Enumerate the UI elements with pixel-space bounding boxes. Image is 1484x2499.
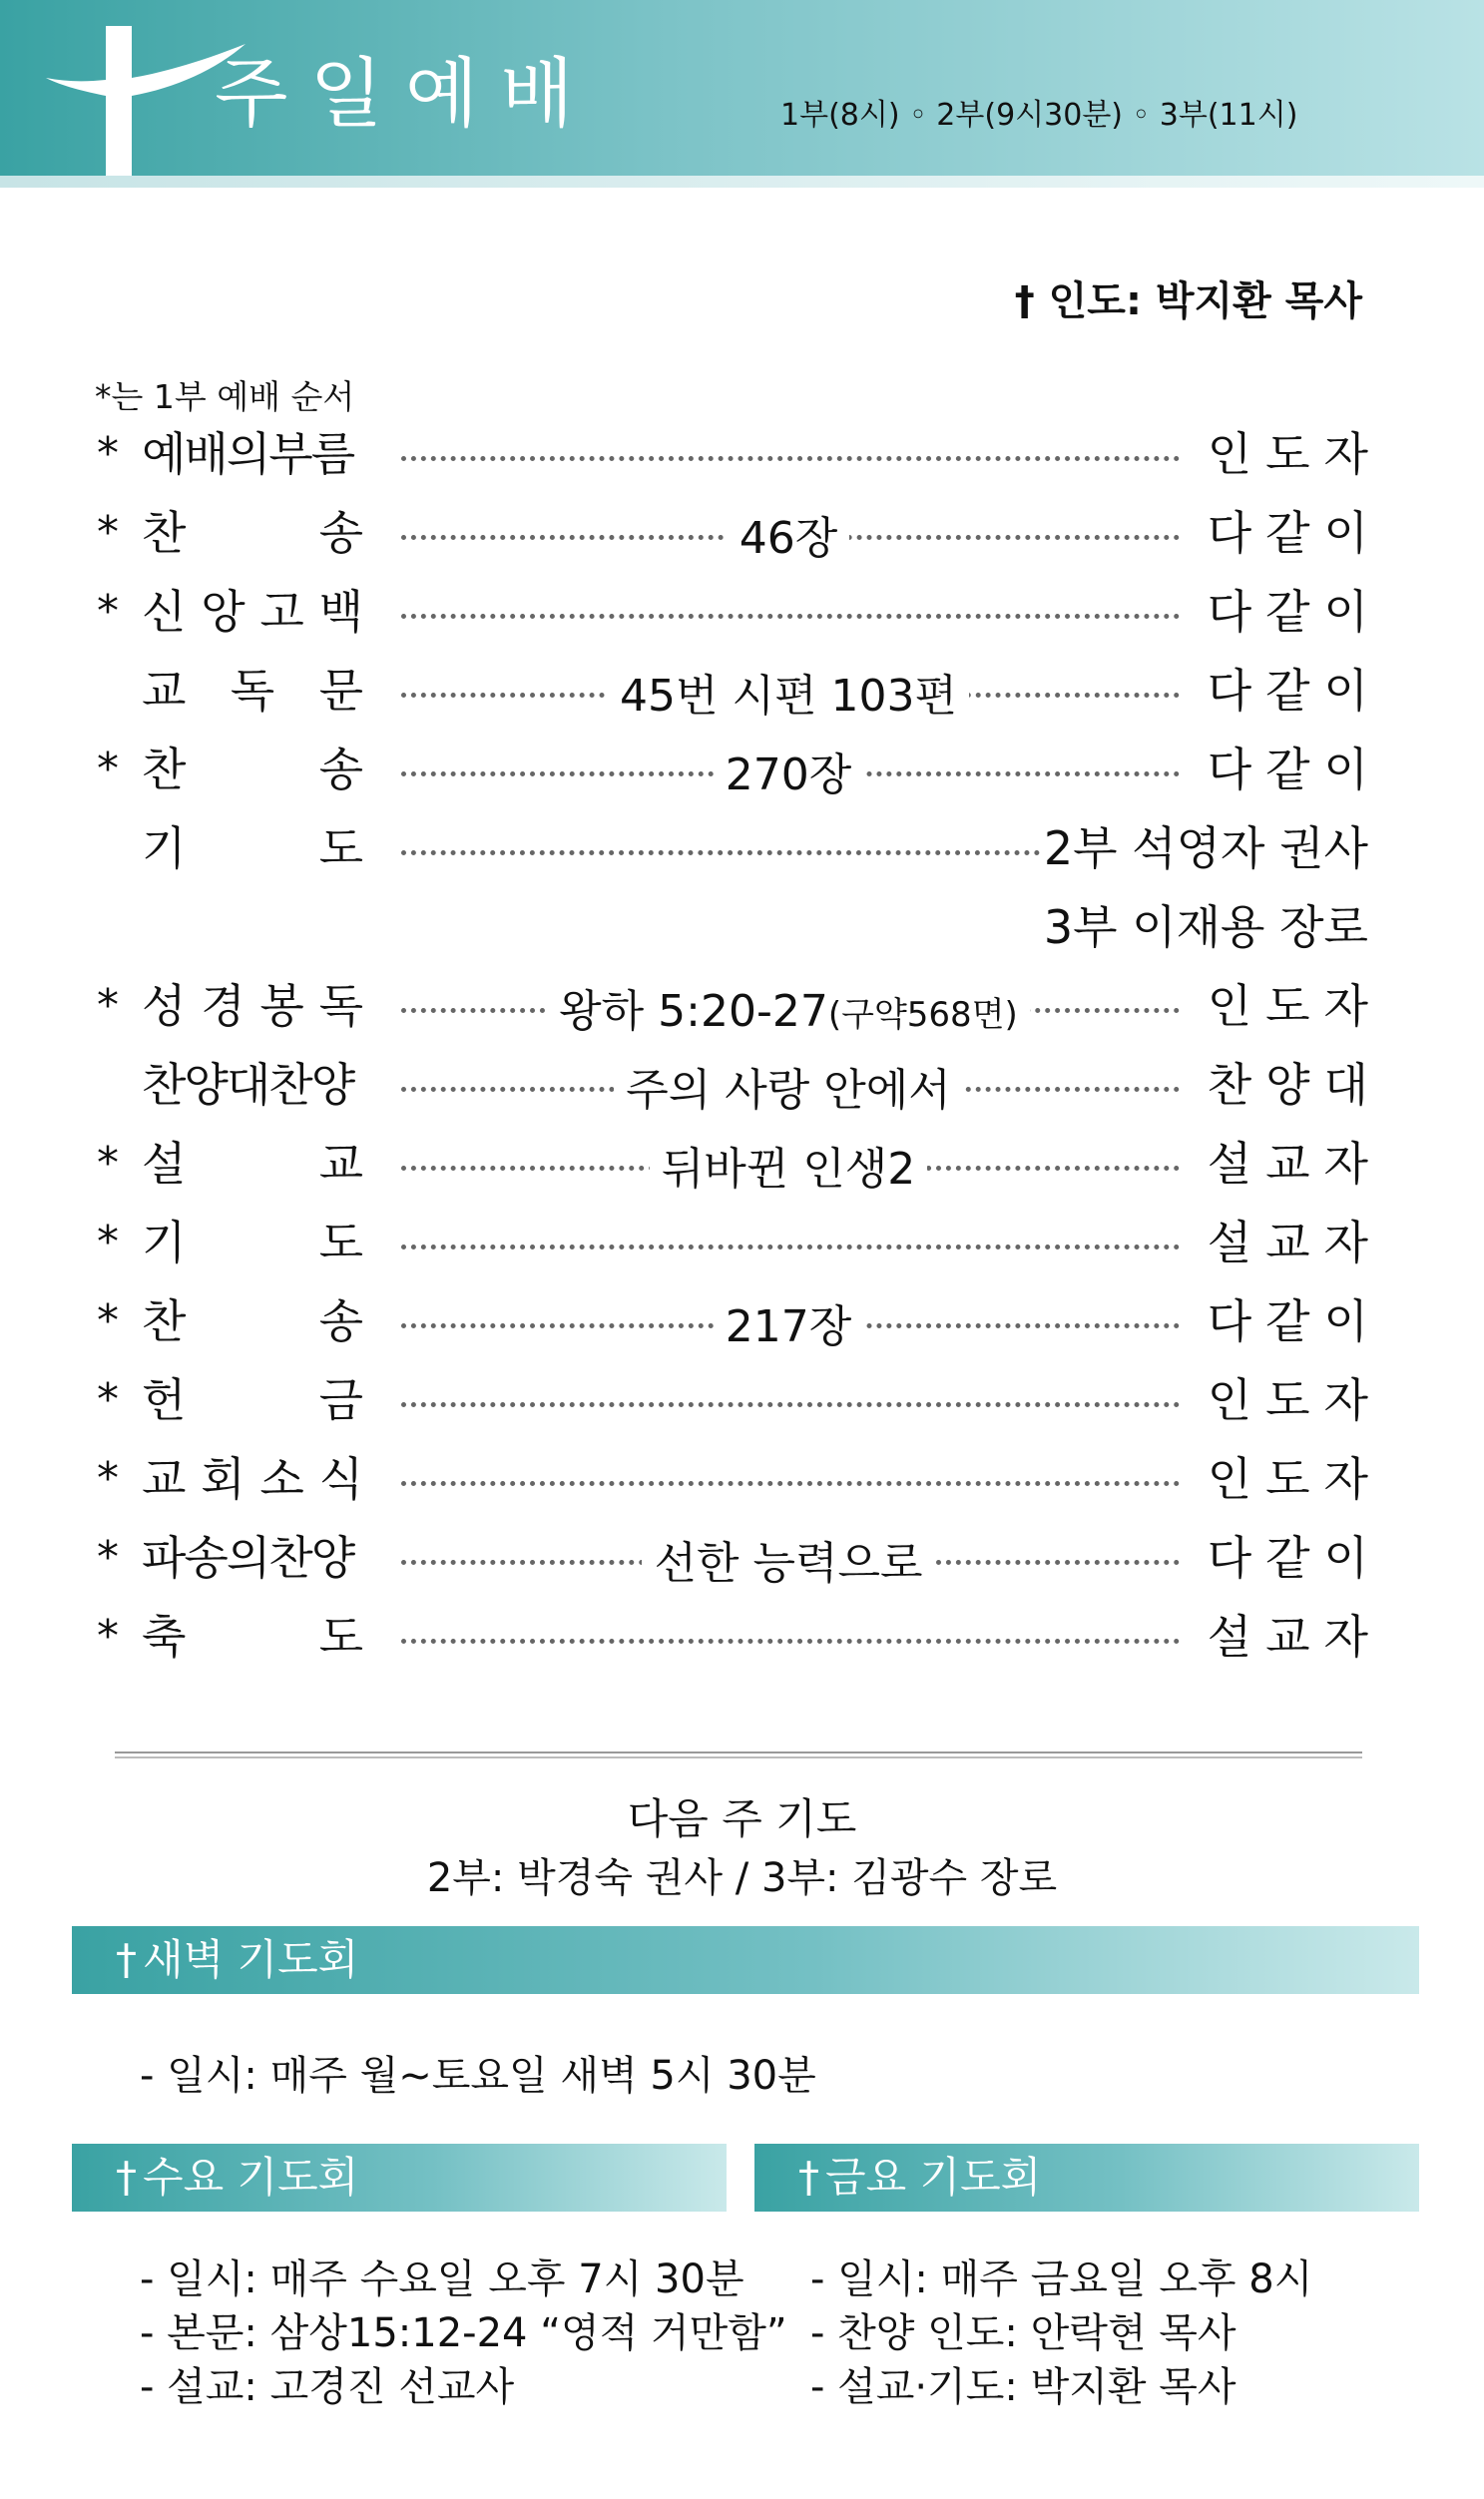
- order-detail: [399, 1061, 1178, 1121]
- order-detail: [399, 982, 1178, 1045]
- dawn-prayer-title: 새벽 기도회: [143, 1935, 359, 1984]
- first-service-mark: *: [97, 1453, 119, 1504]
- order-row: [0, 503, 1484, 563]
- order-row: [0, 818, 1484, 878]
- first-service-mark: *: [97, 1138, 119, 1189]
- order-item: 파송의찬양: [142, 1531, 354, 1585]
- order-responsible: 다같이: [1207, 743, 1382, 796]
- cross-mark-icon: †: [116, 1935, 137, 1984]
- order-responsible: 인도자: [1207, 427, 1382, 481]
- cross-mark-icon: †: [798, 2153, 819, 2202]
- wednesday-line: - 본문: 삼상15:12-24 “영적 거만함”: [140, 2310, 787, 2356]
- next-week-prayer-names: 2부: 박경숙 권사 / 3부: 김광수 장로: [426, 1855, 1058, 1901]
- order-responsible: 인도자: [1207, 1373, 1382, 1427]
- first-service-mark: *: [97, 1611, 119, 1662]
- first-service-mark: *: [97, 428, 119, 479]
- order-item: 설 교: [142, 1137, 363, 1191]
- order-detail-text: 46장: [739, 513, 838, 564]
- order-item: 기 도: [142, 1216, 363, 1269]
- order-detail-text: 270장: [725, 750, 852, 800]
- order-row: [0, 897, 1484, 957]
- wednesday-prayer-header: [72, 2144, 727, 2212]
- order-item: 교 회 소 식: [142, 1452, 363, 1506]
- order-detail-text: 왕하 5:20-27: [559, 986, 828, 1037]
- order-row: [0, 976, 1484, 1036]
- order-row: [0, 740, 1484, 799]
- first-service-mark: *: [97, 1217, 119, 1267]
- order-detail: [399, 509, 1178, 569]
- order-responsible: 3부 이재용 장로: [1043, 900, 1368, 954]
- order-item: 기 도: [142, 821, 363, 875]
- friday-line: - 찬양 인도: 안락현 목사: [810, 2310, 1237, 2356]
- order-row: [0, 1134, 1484, 1194]
- dawn-prayer-header: [72, 1926, 1419, 1994]
- order-detail-text: 45번 시편 103편: [620, 671, 957, 722]
- friday-line: - 일시: 매주 금요일 오후 8시: [810, 2256, 1313, 2302]
- order-item: 축 도: [142, 1610, 363, 1664]
- order-detail-page: (구약568면): [827, 995, 1018, 1035]
- order-detail: [399, 667, 1178, 727]
- order-detail-text: 뒤바뀐 인생2: [661, 1144, 916, 1195]
- order-item: 신 앙 고 백: [142, 585, 363, 639]
- worship-leader: † 인도: 박지환 목사: [1014, 278, 1362, 324]
- first-service-mark: *: [97, 586, 119, 637]
- next-week-prayer-title: 다음 주 기도: [627, 1794, 857, 1843]
- order-row: [0, 1213, 1484, 1272]
- order-detail: [399, 1534, 1178, 1594]
- order-note: *는 1부 예배 순서: [95, 377, 355, 416]
- dotted-leader: [401, 1245, 1180, 1250]
- order-responsible: 설교자: [1207, 1216, 1382, 1269]
- order-detail-text: 주의 사랑 안에서: [626, 1065, 951, 1116]
- order-responsible: 다같이: [1207, 1294, 1382, 1348]
- order-row: [0, 1528, 1484, 1588]
- dotted-leader: [401, 614, 1180, 619]
- friday-prayer-header: [754, 2144, 1419, 2212]
- banner-strip: [0, 176, 1484, 188]
- wednesday-prayer-title: 수요 기도회: [143, 2153, 359, 2202]
- dotted-leader: [401, 1402, 1180, 1407]
- order-responsible: 2부 석영자 권사: [1043, 821, 1368, 875]
- order-item: 성 경 봉 독: [142, 979, 363, 1033]
- order-responsible: 설교자: [1207, 1610, 1382, 1664]
- order-responsible: 찬양대: [1207, 1058, 1382, 1112]
- dotted-leader: [401, 850, 1040, 855]
- order-responsible: 설교자: [1207, 1137, 1382, 1191]
- order-responsible: 인도자: [1207, 979, 1382, 1033]
- first-service-mark: *: [97, 1374, 119, 1425]
- dotted-leader: [401, 1481, 1180, 1486]
- order-item: 찬양대찬양: [142, 1058, 354, 1112]
- divider: [115, 1751, 1362, 1758]
- order-row: [0, 582, 1484, 642]
- order-detail: [399, 1297, 1178, 1357]
- wednesday-line: - 일시: 매주 수요일 오후 7시 30분: [140, 2256, 744, 2302]
- first-service-mark: *: [97, 507, 119, 558]
- order-item: 예배의부름: [142, 427, 354, 481]
- order-detail-text: 선한 능력으로: [654, 1538, 923, 1589]
- order-detail-text: 217장: [725, 1301, 852, 1352]
- service-times: 1부(8시) ◦ 2부(9시30분) ◦ 3부(11시): [780, 98, 1298, 133]
- order-item: 찬 송: [142, 743, 363, 796]
- header-banner: [0, 0, 1484, 176]
- order-responsible: 다같이: [1207, 1531, 1382, 1585]
- order-item: 찬 송: [142, 1294, 363, 1348]
- friday-line: - 설교·기도: 박지환 목사: [810, 2364, 1237, 2410]
- cross-mark-icon: †: [116, 2153, 137, 2202]
- order-responsible: 다같이: [1207, 506, 1382, 560]
- first-service-mark: *: [97, 980, 119, 1031]
- order-item: 찬 송: [142, 506, 363, 560]
- order-item: 교 독 문: [142, 664, 363, 718]
- friday-prayer-title: 금요 기도회: [825, 2153, 1042, 2202]
- order-detail: [399, 746, 1178, 805]
- order-row: [0, 1607, 1484, 1667]
- order-responsible: 다같이: [1207, 585, 1382, 639]
- order-row: [0, 1291, 1484, 1351]
- order-responsible: 인도자: [1207, 1452, 1382, 1506]
- order-row: [0, 661, 1484, 721]
- first-service-mark: *: [97, 744, 119, 794]
- dawn-prayer-line: - 일시: 매주 월~토요일 새벽 5시 30분: [140, 2053, 816, 2099]
- order-responsible: 다같이: [1207, 664, 1382, 718]
- dotted-leader: [401, 1639, 1180, 1644]
- order-row: [0, 424, 1484, 484]
- order-row: [0, 1370, 1484, 1430]
- wednesday-line: - 설교: 고경진 선교사: [140, 2364, 515, 2410]
- page-title: 주일예배: [215, 49, 596, 138]
- order-item: 헌 금: [142, 1373, 363, 1427]
- first-service-mark: *: [97, 1295, 119, 1346]
- first-service-mark: *: [97, 1532, 119, 1583]
- order-row: [0, 1055, 1484, 1115]
- order-detail: [399, 1140, 1178, 1200]
- order-row: [0, 1449, 1484, 1509]
- dotted-leader: [401, 456, 1180, 461]
